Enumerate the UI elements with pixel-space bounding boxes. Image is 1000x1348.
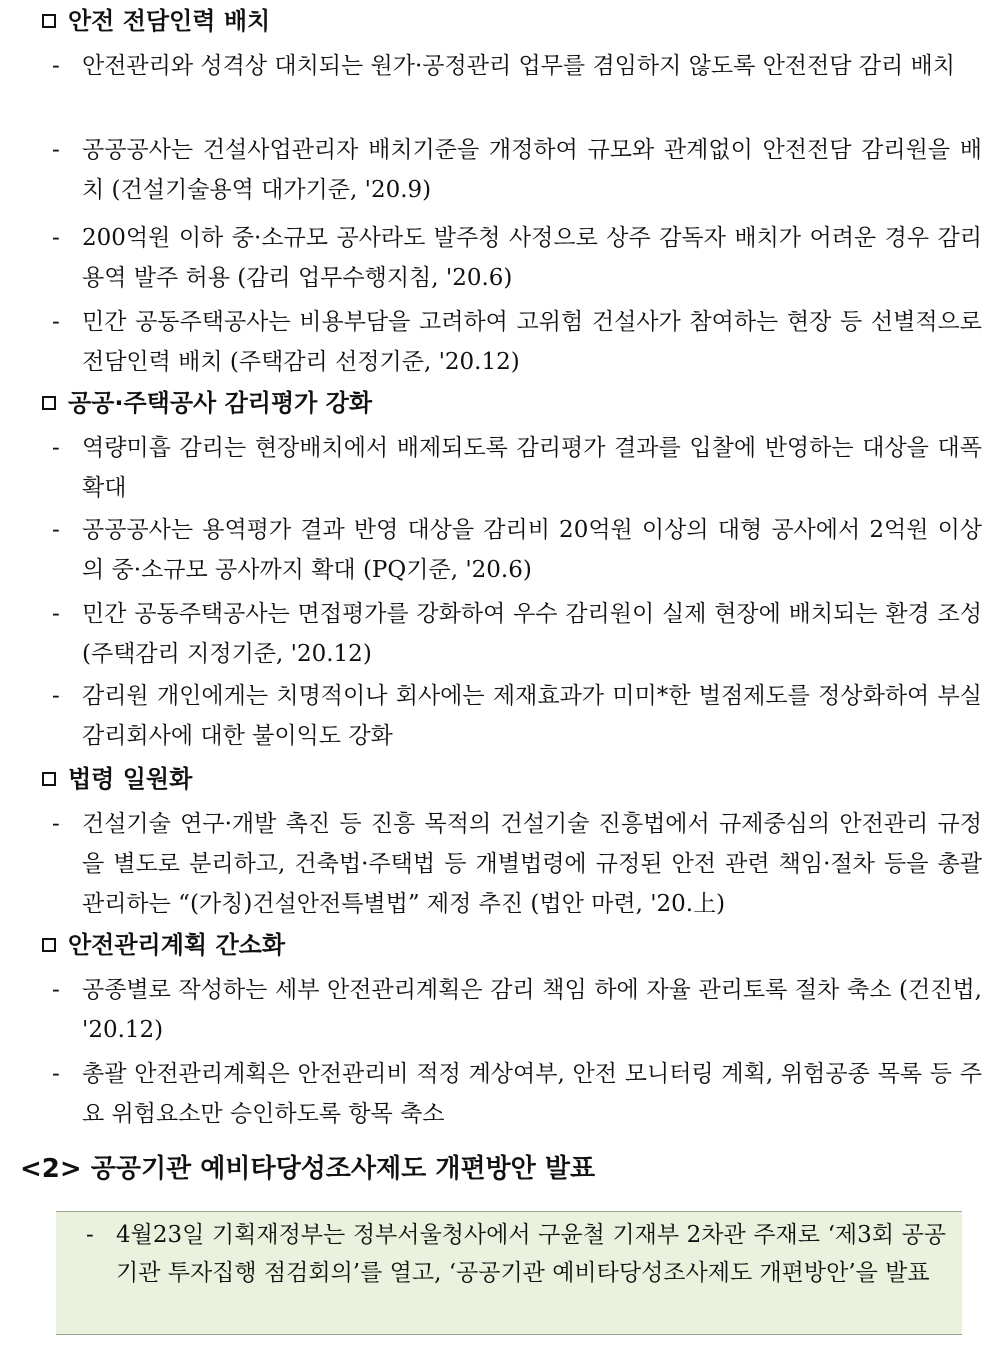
checkbox-square-icon bbox=[42, 396, 56, 410]
list-item: - 4월23일 기획재정부는 정부서울청사에서 구윤철 기재부 2차관 주재로 ‘제3회 공공기관 투자집행 점검회의’를 열고, ‘공공기관 예비타당성조사제도 개편방안’을 발표 bbox=[86, 1222, 946, 1286]
section-heading-3: 법령 일원화 bbox=[42, 764, 192, 794]
section-title-2: <2> 공공기관 예비타당성조사제도 개편방안 발표 bbox=[20, 1154, 596, 1184]
list-item: - 안전관리와 성격상 대치되는 원가·공정관리 업무를 겸임하지 않도록 안전전담 감리 배치 bbox=[52, 53, 955, 79]
list-item: - 공공공사는 용역평가 결과 반영 대상을 감리비 20억원 이상의 대형 공사에서 2억원 이상의 중·소규모 공사까지 확대 (PQ기준, '20.6) bbox=[52, 517, 982, 583]
list-item: - 200억원 이하 중·소규모 공사라도 발주청 사정으로 상주 감독자 배치가 어려운 경우 감리용역 발주 허용 (감리 업무수행지침, '20.6) bbox=[52, 225, 982, 291]
checkbox-square-icon bbox=[42, 772, 56, 786]
list-item: - 공공공사는 건설사업관리자 배치기준을 개정하여 규모와 관계없이 안전전담 감리원을 배치 (건설기술용역 대가기준, '20.9) bbox=[52, 137, 982, 203]
list-item: - 역량미흡 감리는 현장배치에서 배제되도록 감리평가 결과를 입찰에 반영하는 대상을 대폭 확대 bbox=[52, 435, 982, 501]
section-heading-4: 안전관리계획 간소화 bbox=[42, 930, 285, 960]
list-item: - 민간 공동주택공사는 면접평가를 강화하여 우수 감리원이 실제 현장에 배치되는 환경 조성 (주택감리 지정기준, '20.12) bbox=[52, 601, 982, 667]
section-heading-1: 안전 전담인력 배치 bbox=[42, 6, 270, 36]
list-item: - 공종별로 작성하는 세부 안전관리계획은 감리 책임 하에 자율 관리토록 절차 축소 (건진법, '20.12) bbox=[52, 977, 982, 1043]
section-heading-2: 공공·주택공사 감리평가 강화 bbox=[42, 388, 372, 418]
list-item: - 건설기술 연구·개발 촉진 등 진흥 목적의 건설기술 진흥법에서 규제중심의 안전관리 규정을 별도로 분리하고, 건축법·주택법 등 개별법령에 규정된 안전 관련 책임·절차 등을 총괄 관리하는 “(가칭)건설안전특별법” 제정 추진 (법안 마련, '20.上) bbox=[52, 811, 982, 917]
summary-box bbox=[56, 1211, 962, 1335]
checkbox-square-icon bbox=[42, 938, 56, 952]
list-item: - 총괄 안전관리계획은 안전관리비 적정 계상여부, 안전 모니터링 계획, 위험공종 목록 등 주요 위험요소만 승인하도록 항목 축소 bbox=[52, 1061, 982, 1127]
list-item: - 감리원 개인에게는 치명적이나 회사에는 제재효과가 미미*한 벌점제도를 정상화하여 부실 감리회사에 대한 불이익도 강화 bbox=[52, 683, 982, 749]
checkbox-square-icon bbox=[42, 14, 56, 28]
list-item: - 민간 공동주택공사는 비용부담을 고려하여 고위험 건설사가 참여하는 현장 등 선별적으로 전담인력 배치 (주택감리 선정기준, '20.12) bbox=[52, 309, 982, 375]
